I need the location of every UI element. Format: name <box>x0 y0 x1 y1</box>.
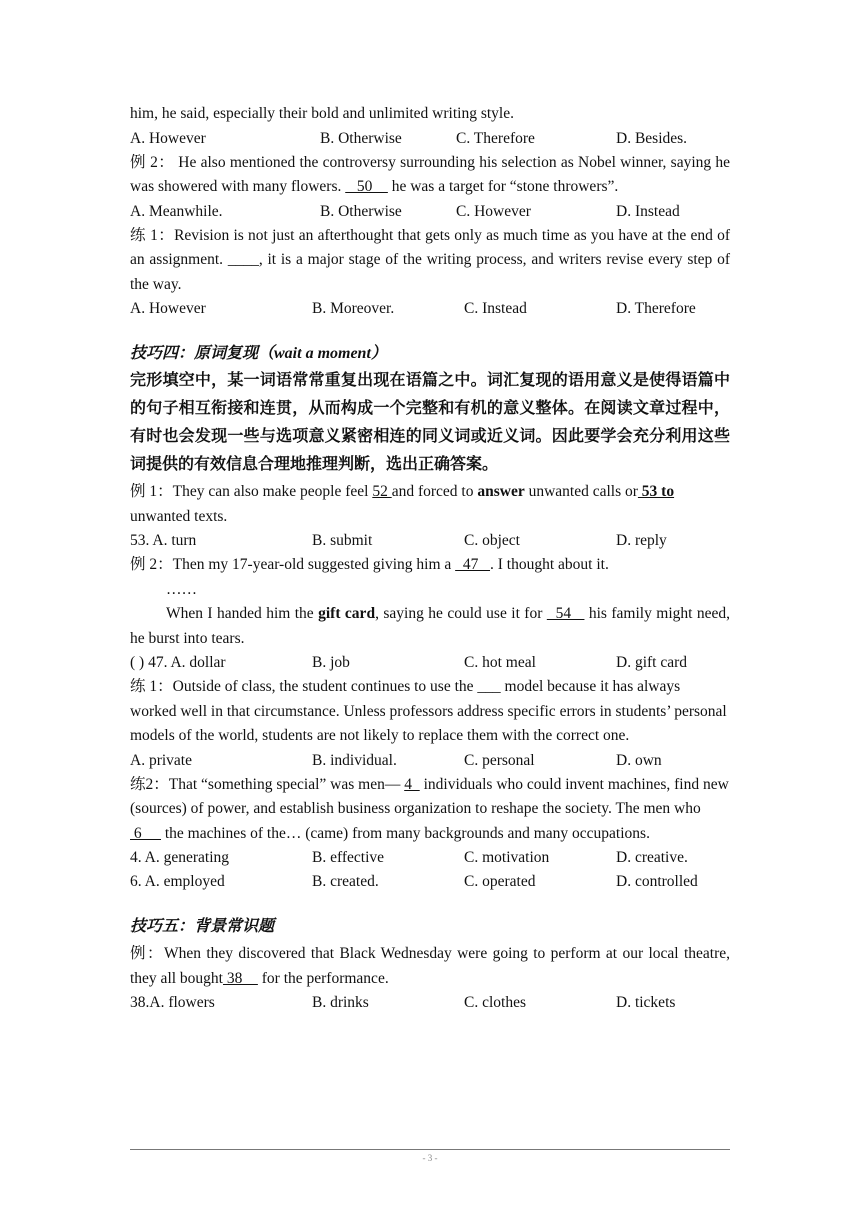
option-b: B. Otherwise <box>320 129 402 147</box>
option-b: B. job <box>312 654 350 671</box>
example <box>130 942 730 991</box>
blank-4: 4 <box>404 775 420 793</box>
option-d: D. Therefore <box>616 300 696 317</box>
options-row <box>130 200 730 224</box>
option-d: D. gift card <box>616 654 688 671</box>
section-heading: 技巧四：原词复现（wait a moment） <box>130 345 387 362</box>
example-text: unwanted calls or <box>524 483 638 500</box>
blank-52: 52 <box>372 483 392 500</box>
example-text: . I thought about it. <box>490 556 609 573</box>
blank-38: 38 <box>223 969 258 987</box>
example-text: the machines of the… (came) from many backgrounds and many occupations. <box>161 824 650 842</box>
options-row <box>130 749 730 773</box>
blank-47: 47 <box>455 556 491 573</box>
option-b: B. Moreover. <box>312 300 395 317</box>
example-text: 例：When they discovered that Black Wednesday were going to perform at our local theatre, they all bought <box>130 945 730 987</box>
option-a: A. Meanwhile. <box>130 202 223 220</box>
footer-rule <box>130 1149 730 1150</box>
blank-50: 50 <box>345 178 388 195</box>
example-text: 练2：That “something special” was men— <box>130 775 405 793</box>
option-b: B. drinks <box>312 994 369 1011</box>
example-text: 例 2：Then my 17-year-old suggested giving him a <box>130 556 456 573</box>
keyword-answer: answer <box>477 483 525 500</box>
text-line: him, he said, especially their bold and unlimited writing style. <box>130 105 514 122</box>
example-text: his family might need, he burst into tears. <box>130 605 731 647</box>
option-d: D. own <box>616 751 662 769</box>
option-d: D. Instead <box>616 202 680 220</box>
option-c: C. Instead <box>464 300 527 317</box>
example-text: 例 1：They can also make people feel <box>130 483 373 500</box>
example-text: he was a target for “stone throwers”. <box>387 178 619 195</box>
option-b: B. Otherwise <box>320 202 402 220</box>
option-c: C. However <box>456 202 531 220</box>
options-row <box>130 846 730 870</box>
example-text: , saying he could use it for <box>375 605 547 622</box>
blank-6: 6 <box>130 824 161 842</box>
option-d: D. reply <box>616 532 667 549</box>
option-a: 53. A. turn <box>130 532 197 549</box>
example-1 <box>130 480 730 505</box>
example-text: individuals who could invent machines, find new (sources) of power, and establish business organization to reshape the society. The men who <box>130 775 729 817</box>
blank-53: 53 to <box>637 483 675 500</box>
options-row <box>130 297 730 321</box>
example-text: for the performance. <box>257 969 389 987</box>
option-b: B. created. <box>312 873 379 890</box>
option-a: 6. A. employed <box>130 873 225 890</box>
text-line: unwanted texts. <box>130 507 228 525</box>
option-a: 4. A. generating <box>130 849 230 866</box>
option-a: A. However <box>130 300 206 317</box>
section-body: 完形填空中，某一词语常常重复出现在语篇之中。词汇复现的语用意义是使得语篇中的句子相互衔接和连贯，从而构成一个完整和有机的意义整体。在阅读文章过程中，有时也会发现一些与选项意义紧密相连的同义词或近义词。因此要学会充分利用这些词提供的有效信息合理地推理判断，选出正确答案。 <box>130 372 730 473</box>
options-row <box>130 870 730 894</box>
practice-1: 练 1：Outside of class, the student continues to use the ___ model because it has always worked well in that circumstance. Unless professors address specific errors in students’ personal models of the world, students are not likely to replace them with the correct one. <box>130 678 727 744</box>
option-c: C. Therefore <box>456 129 535 147</box>
page-number: - 3 - <box>422 1153 438 1163</box>
option-b: B. individual. <box>312 751 397 769</box>
ellipsis: …… <box>166 580 197 598</box>
example-2 <box>130 151 730 200</box>
example-text: 例 2： He also mentioned the controversy surrounding his selection as Nobel winner, saying he was showered with many flowers. <box>130 153 730 195</box>
example-2 <box>130 553 730 578</box>
option-c: C. motivation <box>464 849 550 866</box>
option-a: A. However <box>130 129 206 147</box>
options-row <box>130 651 730 675</box>
option-a: ( ) 47. A. dollar <box>130 654 226 671</box>
options-row <box>130 127 730 151</box>
option-d: D. tickets <box>616 994 676 1011</box>
example-text: When I handed him the <box>166 605 319 622</box>
options-row <box>130 991 730 1015</box>
option-b: B. effective <box>312 849 385 866</box>
document-page <box>130 102 730 1015</box>
option-d: D. Besides. <box>616 129 688 147</box>
options-row <box>130 529 730 553</box>
section-heading: 技巧五：背景常识题 <box>130 918 275 935</box>
option-c: C. operated <box>464 873 536 890</box>
option-a: 38.A. flowers <box>130 994 215 1011</box>
blank-54: 54 <box>546 605 585 622</box>
option-c: C. clothes <box>464 994 526 1011</box>
example-2-continued <box>130 602 730 651</box>
keyword-gift-card: gift card <box>318 605 376 622</box>
option-d: D. controlled <box>616 873 698 890</box>
option-c: C. personal <box>464 751 535 769</box>
option-c: C. hot meal <box>464 654 536 671</box>
option-a: A. private <box>130 751 192 769</box>
example-text: and forced to <box>391 483 478 500</box>
option-b: B. submit <box>312 532 373 549</box>
practice-2 <box>130 773 730 847</box>
option-d: D. creative. <box>616 849 688 866</box>
practice-1: 练 1：Revision is not just an afterthought that gets only as much time as you have at the end of an assignment. ____, it is a major stage of the writing process, and writers revise every step of the way. <box>130 226 730 293</box>
option-c: C. object <box>464 532 520 549</box>
